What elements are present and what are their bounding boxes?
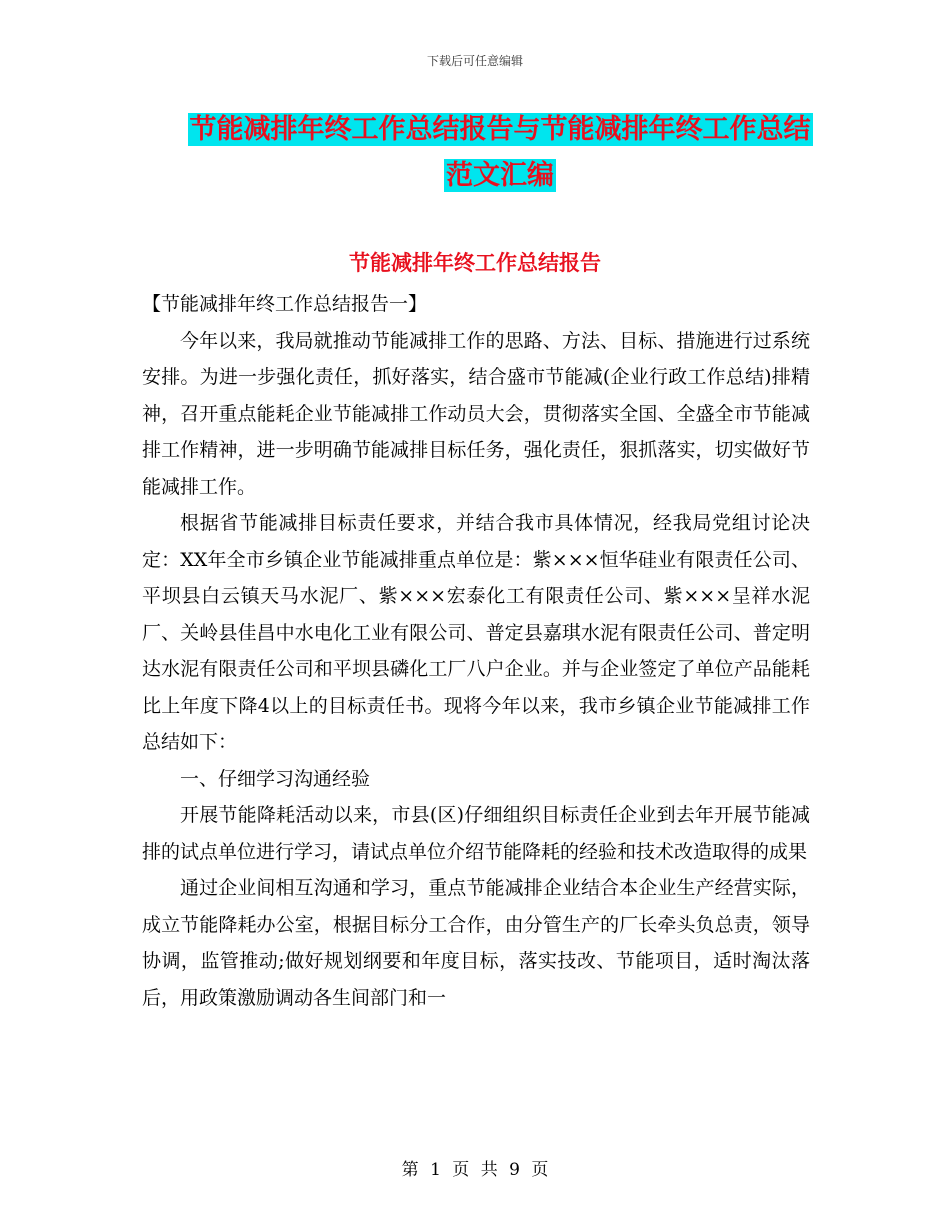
paragraph-key-units: 根据省节能减排目标责任要求，并结合我市具体情况，经我局党组讨论决定：XX年全市乡镇企业节能减排重点单位是：紫×××恒华硅业有限责任公司、平坝县白云镇天马水泥厂、紫×××宏泰化工有限责任公司、紫×××呈祥水泥厂、关岭县佳昌中水电化工业有限公司、普定县嘉琪水泥有限责任公司、普定明达水泥有限责任公司和平坝县磷化工厂八户企业。并与企业签定了单位产品能耗比上年度下降4以上的目标责任书。现将今年以来，我市乡镇企业节能减排工作总结如下： <box>142 512 810 753</box>
page-footer: 第 1 页 共 9 页 <box>401 1160 549 1180</box>
paragraph-learning: 开展节能降耗活动以来，市县(区)仔细组织目标责任企业到去年开展节能减排的试点单位进行学习，请试点单位介绍节能降耗的经验和技术改造取得的成果 <box>142 804 810 863</box>
paragraph-report-label: 【节能减排年终工作总结报告一】 <box>142 293 428 315</box>
document-title <box>140 107 860 199</box>
header-note: 下载后可任意编辑 <box>426 54 523 68</box>
document-title-line-1: 节能减排年终工作总结报告与节能减排年终工作总结 <box>189 114 811 145</box>
paragraph-intro: 今年以来，我局就推动节能减排工作的思路、方法、目标、措施进行过系统安排。为进一步强化责任，抓好落实，结合盛市节能减(企业行政工作总结)排精神，召开重点能耗企业节能减排工作动员大会，贯彻落实全国、全盛全市节能减排工作精神，进一步明确节能减排目标任务，强化责任，狠抓落实，切实做好节能减排工作。 <box>142 329 810 498</box>
document-title-line-2: 范文汇编 <box>446 160 554 191</box>
section-title: 节能减排年终工作总结报告 <box>349 250 601 275</box>
paragraph-communication: 通过企业间相互沟通和学习，重点节能减排企业结合本企业生产经营实际，成立节能降耗办公室，根据目标分工合作，由分管生产的厂长牵头负总责，领导协调，监管推动;做好规划纲要和年度目标，落实技改、节能项目，适时淘汰落后，用政策激励调动各生间部门和一 <box>142 877 810 1009</box>
document-body <box>142 286 810 1016</box>
paragraph-heading-learning: 一、仔细学习沟通经验 <box>180 767 371 790</box>
